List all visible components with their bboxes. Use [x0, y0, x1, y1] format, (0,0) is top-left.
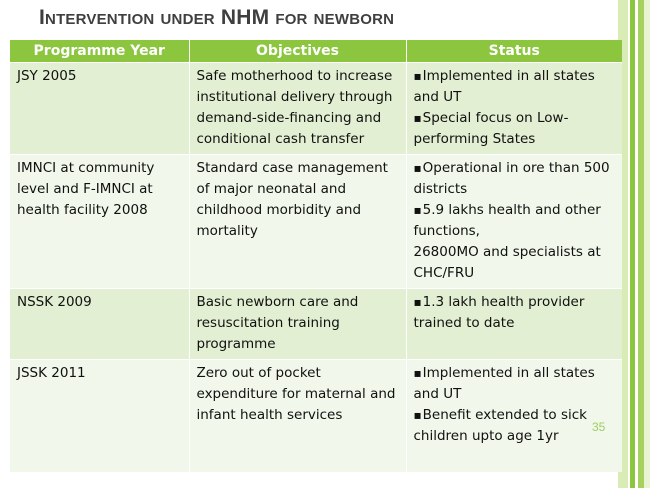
programme-cell: NSSK 2009	[10, 289, 189, 360]
header-objectives: Objectives	[189, 40, 406, 63]
programme-table	[10, 40, 622, 472]
objective-cell: Standard case management of major neonatal and childhood morbidity and mortality	[189, 155, 406, 289]
programme-cell: IMNCI at community level and F-IMNCI at health facility 2008	[10, 155, 189, 289]
status-item: ▪ Benefit extended to sick children upto age 1yr	[414, 405, 617, 447]
page-number: 35	[592, 420, 606, 434]
table-row	[10, 155, 622, 289]
status-cell	[406, 63, 622, 155]
table-header-row	[10, 40, 622, 63]
status-item: ▪ 1.3 lakh health provider trained to date	[414, 292, 617, 334]
status-cell	[406, 360, 622, 472]
objective-cell: Basic newborn care and resuscitation training programme	[189, 289, 406, 360]
programme-cell: JSY 2005	[10, 63, 189, 155]
status-item: ▪ Operational in ore than 500 districts	[414, 158, 617, 200]
programme-cell: JSSK 2011	[10, 360, 189, 472]
status-item: 26800MO and specialists at CHC/FRU	[413, 244, 601, 281]
objective-cell: Zero out of pocket expenditure for maternal and infant health services	[189, 360, 406, 472]
status-cell	[406, 289, 622, 360]
header-status: Status	[406, 40, 622, 63]
slide-title: Intervention under NHM for newborn	[39, 6, 395, 29]
header-programme-year: Programme Year	[10, 40, 189, 63]
status-item: ▪ Special focus on Low-performing States	[414, 108, 617, 150]
objective-cell: Safe motherhood to increase institutional delivery through demand-side-financing and conditional cash transfer	[189, 63, 406, 155]
table-row	[10, 63, 622, 155]
decorative-stripe	[644, 0, 650, 488]
status-cell	[406, 155, 622, 289]
status-item: ▪ Implemented in all states and UT	[414, 66, 617, 108]
table-row	[10, 360, 622, 472]
status-item: ▪ 5.9 lakhs health and other functions,	[414, 200, 617, 242]
status-item: ▪ Implemented in all states and UT	[414, 363, 617, 405]
table-row	[10, 289, 622, 360]
